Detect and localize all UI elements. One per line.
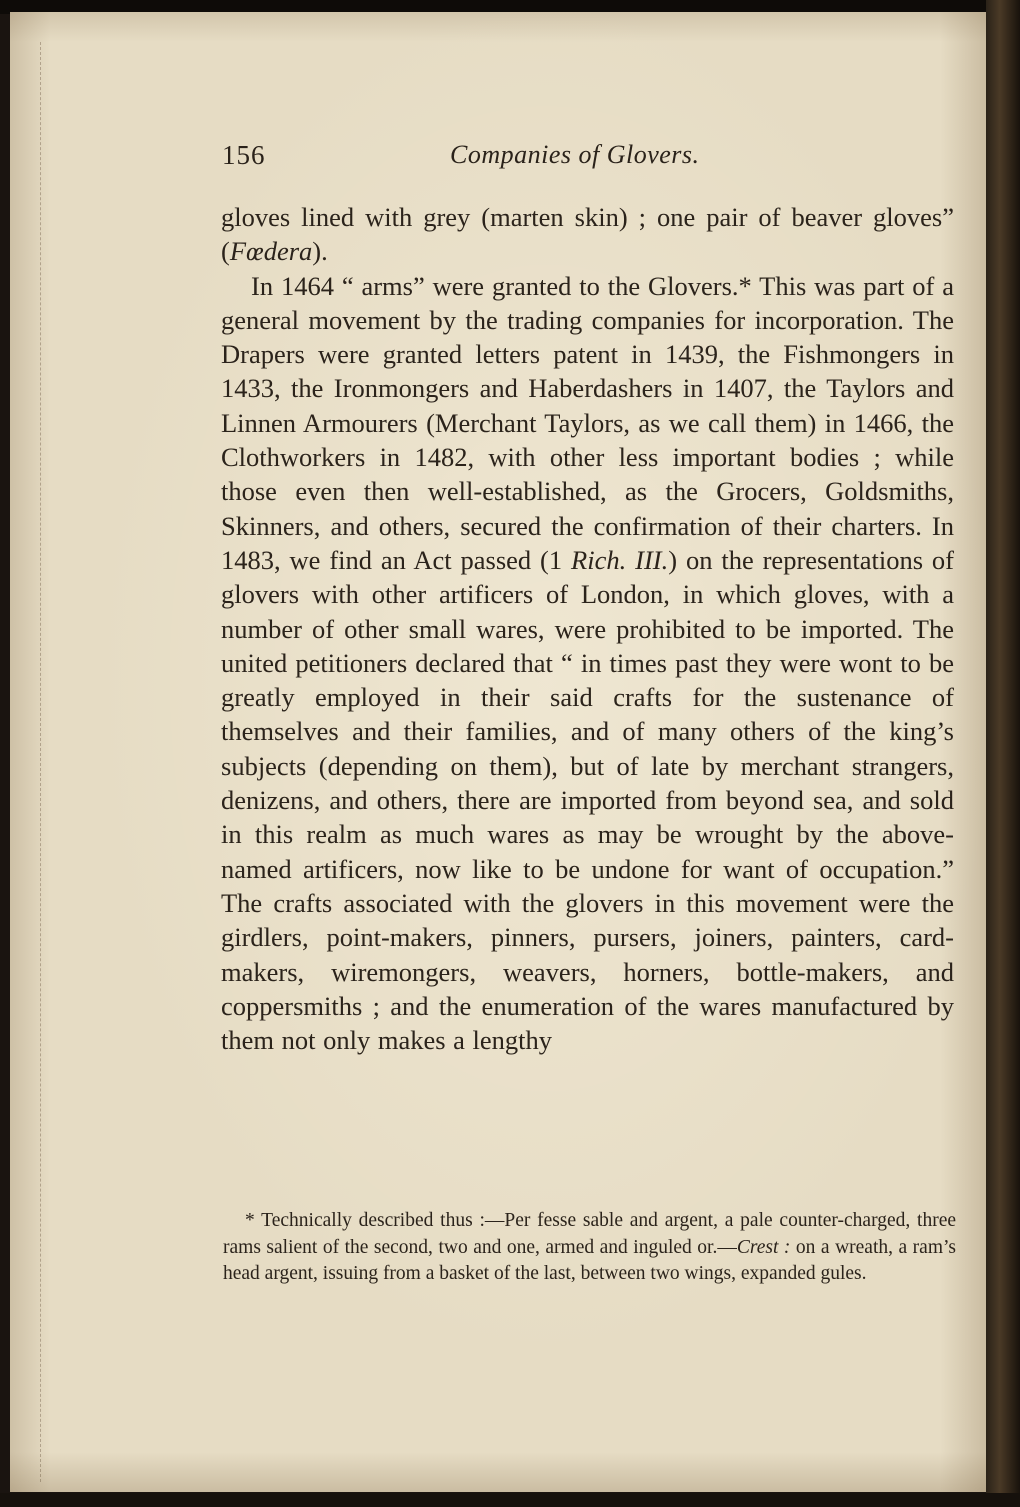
page-gutter-shadow [40, 42, 47, 1482]
footnote-text: * Technically described thus :—Per fesse sable and argent, a pale counter-charged, three rams salient of the second, two and one, armed and inguled or.— [223, 1210, 956, 1258]
paragraph-text: gloves lined with grey (marten skin) ; one pair of beaver gloves” ( [221, 202, 954, 267]
italic-citation: Rich. III. [571, 544, 669, 575]
paragraph-text: In 1464 “ arms” were granted to the Glovers.* This was part of a general movement by the trading companies for incorporation. The Drapers were granted letters patent in 1439, the Fishmongers in 1433, the Ironmongers and Haberdashers in 1407, the Taylors and Linnen Armourers (Merchant Taylors, as we call them) in 1466, the Clothworkers in 1482, with other less important bodies ; while those even then well-established, as the Grocers, Goldsmiths, Skinners, and others, secured the confirmation of their charters. In 1483, we find an Act passed (1 [221, 270, 954, 575]
footnote [223, 1208, 956, 1288]
footnote-italic: Crest : [736, 1236, 791, 1258]
italic-citation: Fœdera [229, 236, 313, 267]
page-number: 156 [222, 140, 266, 170]
paragraph-continued [221, 200, 954, 269]
paragraph-text: ). [312, 236, 328, 267]
paragraph [221, 269, 954, 1058]
scan-border-bottom [0, 1493, 1020, 1507]
paragraph-text: ) on the representations of glovers with other artificers of London, in which gloves, with a number of other small wares, were prohibited to be imported. The united petitioners declared that “ in times past they were wont to be greatly employed in their said crafts for the sustenance of themselves and their families, and of many others of the king’s subjects (depending on them), but of late by merchant strangers, denizens, and others, there are imported from beyond sea, and sold in this realm as much wares as may be wrought by the above-named artificers, now like to be undone for want of occupation.” The crafts associated with the glovers in this movement were the girdlers, point-makers, pinners, pursers, joiners, painters, card-makers, wiremongers, weavers, horners, bottle-makers, and coppersmiths ; and the enumeration of the wares manufactured by them not only makes a lengthy [221, 544, 954, 1056]
body-text [221, 200, 954, 1057]
scan-border-right [986, 0, 1020, 1507]
running-title: Companies of Glovers. [450, 140, 700, 169]
footnote-text: on a wreath, a ram’s head argent, issuing from a basket of the last, between two wings, expanded gules. [223, 1236, 956, 1284]
running-head [222, 140, 722, 180]
